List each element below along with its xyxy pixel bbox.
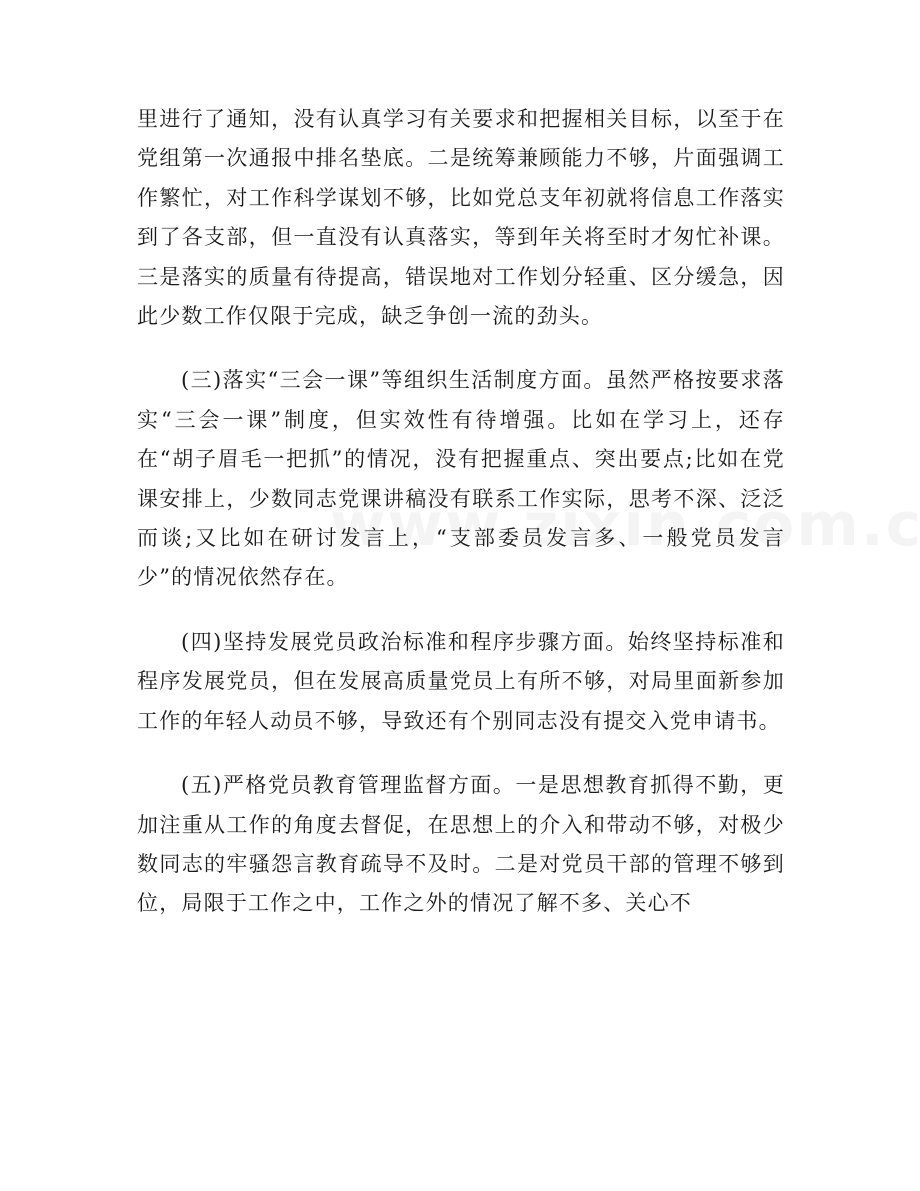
paragraph-section-3: (三)落实“三会一课”等组织生活制度方面。虽然严格按要求落实“三会一课”制度，但实效性有待增强。比如在学习上，还存在“胡子眉毛一把抓”的情况，没有把握重点、突出要点;比如在党课安排上，少数同志党课讲稿没有联系工作实际，思考不深、泛泛而谈;又比如在研讨发言上，“支部委员发言多、一般党员发言少”的情况依然存在。 xyxy=(137,368,785,590)
paragraph-section-5: (五)严格党员教育管理监督方面。一是思想教育抓得不勤，更加注重从工作的角度去督促，在思想上的介入和带动不够，对极少数同志的牢骚怨言教育疏导不及时。二是对党员干部的管理不够到位，局限于工作之中，工作之外的情况了解不多、关心不 xyxy=(137,773,785,916)
document-body xyxy=(137,100,785,949)
paragraph-continuation: 里进行了通知，没有认真学习有关要求和把握相关目标，以至于在党组第一次通报中排名垫底。二是统筹兼顾能力不够，片面强调工作繁忙，对工作科学谋划不够，比如党总支年初就将信息工作落实到了各支部，但一直没有认真落实，等到年关将至时才匆忙补课。三是落实的质量有待提高，错误地对工作划分轻重、区分缓急，因此少数工作仅限于完成，缺乏争创一流的劲头。 xyxy=(137,107,785,329)
paragraph-section-4: (四)坚持发展党员政治标准和程序步骤方面。始终坚持标准和程序发展党员，但在发展高质量党员上有所不够，对局里面新参加工作的年轻人动员不够，导致还有个别同志没有提交入党申请书。 xyxy=(137,629,785,733)
